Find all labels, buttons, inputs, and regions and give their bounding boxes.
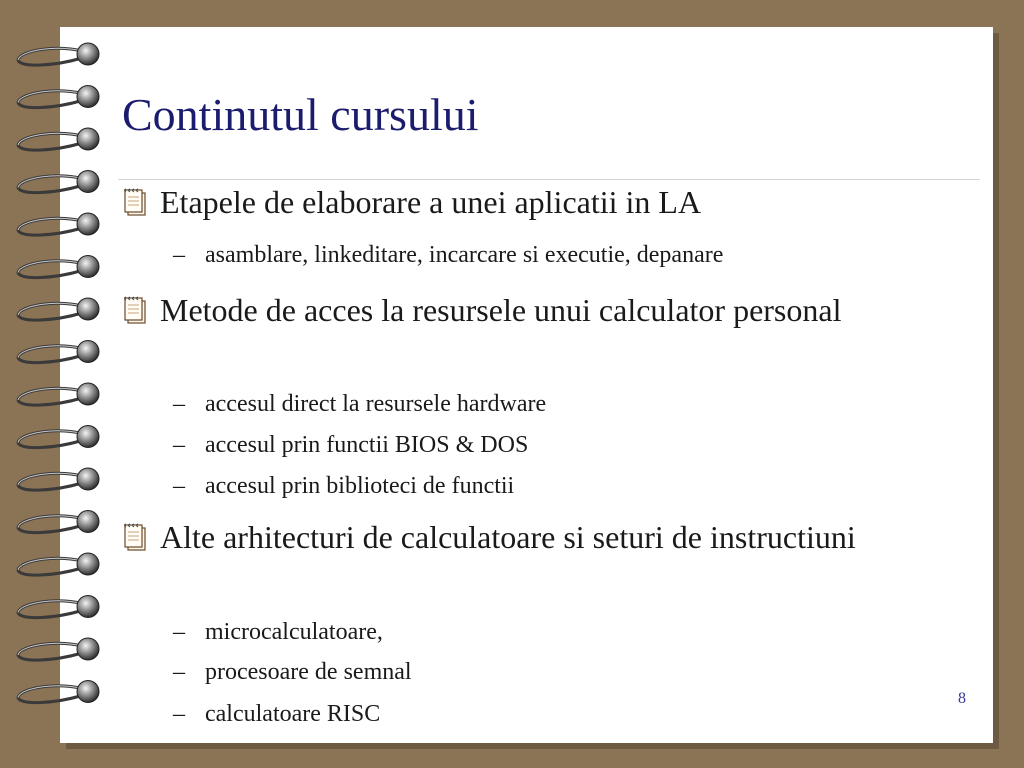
dash-marker: –: [173, 391, 185, 417]
sub-bullet-text: asamblare, linkeditare, incarcare si executie, depanare: [205, 242, 724, 268]
dash-marker: –: [173, 701, 185, 727]
bullet-text: Alte arhitecturi de calculatoare si seturi de instructiuni: [160, 519, 856, 555]
sub-bullet-item: [173, 699, 965, 729]
sub-bullet-text: accesul direct la resursele hardware: [205, 391, 547, 417]
bullet-item: [160, 181, 960, 223]
dash-marker: –: [173, 242, 185, 268]
sub-bullet-item: [173, 617, 965, 647]
notebook-icon: [122, 187, 148, 217]
sub-bullet-item: [173, 240, 965, 270]
notebook-icon: [122, 295, 148, 325]
sub-bullet-text: accesul prin biblioteci de functii: [205, 473, 515, 499]
slide-title: Continutul cursului: [122, 89, 479, 140]
sub-bullet-item: [173, 389, 965, 419]
bullet-item: [160, 516, 960, 558]
page-number: 8: [958, 690, 966, 707]
sub-bullet-item: [173, 471, 965, 501]
dash-marker: –: [173, 619, 185, 645]
dash-marker: –: [173, 659, 185, 685]
dash-marker: –: [173, 432, 185, 458]
sub-bullet-text: calculatoare RISC: [205, 701, 381, 727]
sub-bullet-item: [173, 657, 965, 687]
notebook-icon: [122, 522, 148, 552]
bullet-item: [160, 289, 960, 331]
sub-bullet-item: [173, 430, 965, 460]
dash-marker: –: [173, 473, 185, 499]
sub-bullet-text: procesoare de semnal: [205, 659, 412, 685]
sub-bullet-text: microcalculatoare,: [205, 619, 383, 645]
bullet-text: Metode de acces la resursele unui calculator personal: [160, 292, 842, 328]
bullet-text: Etapele de elaborare a unei aplicatii in LA: [160, 184, 702, 220]
sub-bullet-text: accesul prin functii BIOS & DOS: [205, 432, 529, 458]
